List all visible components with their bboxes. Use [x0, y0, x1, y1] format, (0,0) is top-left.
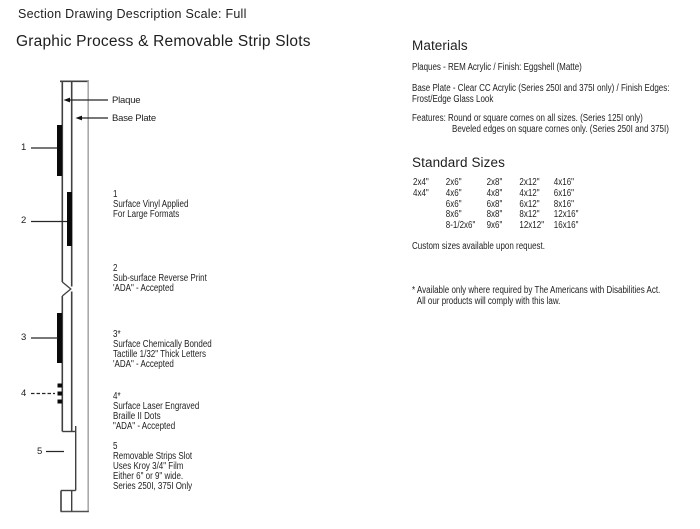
size-cell [413, 200, 446, 211]
note-line: Removable Strips Slot [113, 451, 193, 462]
note-line: 'ADA" - Accepted [113, 359, 174, 370]
note-line: Either 6" or 9" wide. [113, 471, 184, 482]
ada-footnote-line: All our products will comply with this law. [416, 295, 561, 307]
standard-sizes-grid [413, 178, 602, 232]
note-number: 4* [113, 391, 121, 402]
size-cell: 6x16" [553, 187, 574, 199]
note-1 [113, 190, 188, 220]
size-cell: 12x12" [519, 220, 545, 232]
custom-sizes-note: Custom sizes available upon request. [412, 241, 545, 252]
size-cell: 4x12" [519, 187, 540, 199]
size-cell: 6x8" [486, 198, 503, 210]
callout-4: 4 [21, 388, 27, 399]
note-number: 3* [113, 329, 121, 340]
size-cell: 4x16" [553, 177, 574, 188]
size-cell: 8x12" [519, 209, 540, 221]
break-line-symbol [62, 282, 71, 296]
materials-plaques: Plaques - REM Acrylic / Finish: Eggshell (Matte) [412, 62, 582, 73]
callout-5: 5 [37, 446, 43, 457]
note-line: Surface Vinyl Applied [113, 199, 189, 210]
note-5 [113, 442, 192, 492]
page-title: Graphic Process & Removable Strip Slots [16, 33, 311, 50]
subsurface-print-layer [67, 192, 72, 246]
ada-footnote-line: * Available only where required by The Americans with Disabilities Act. [412, 285, 661, 296]
size-cell: 8x16" [553, 198, 574, 210]
note-number: 1 [113, 189, 118, 200]
note-4 [113, 392, 199, 432]
braille-dot [58, 384, 63, 388]
standard-sizes-heading: Standard Sizes [412, 155, 505, 170]
note-line: Series 250I, 375I Only [113, 481, 193, 492]
ada-footnote [412, 286, 660, 307]
size-cell: 2x8" [486, 177, 503, 188]
base-plate-arrowhead-icon [76, 116, 83, 121]
plaque-label: Plaque [112, 95, 141, 106]
note-3 [113, 330, 212, 370]
note-line: Surface Chemically Bonded [113, 339, 212, 350]
size-cell: 8-1/2x6" [445, 220, 476, 232]
callout-1: 1 [21, 142, 27, 153]
size-cell: 9x6" [486, 220, 503, 232]
note-line: "ADA" - Accepted [113, 421, 176, 432]
note-line: Tactille 1/32" Thick Letters [113, 349, 206, 360]
size-cell: 12x16" [553, 209, 579, 221]
note-line: Surface Laser Engraved [113, 401, 200, 412]
note-line: Uses Kroy 3/4" Film [113, 461, 184, 472]
note-number: 2 [113, 263, 118, 274]
materials-base-plate [412, 84, 669, 105]
size-cell: 8x8" [486, 209, 503, 221]
size-cell [413, 221, 446, 232]
callout-3: 3 [21, 332, 27, 343]
size-cell: 2x4" [413, 177, 429, 188]
braille-dot [58, 400, 63, 404]
size-cell: 8x6" [445, 209, 462, 221]
size-cell: 6x6" [445, 198, 462, 210]
size-cell: 4x6" [445, 187, 462, 199]
surface-vinyl-layer [57, 125, 62, 176]
size-cell: 16x16" [553, 220, 579, 232]
materials-heading: Materials [412, 38, 468, 53]
size-cell: 2x6" [445, 177, 462, 188]
materials-features-line: Beveled edges on square cornes only. (Series 250I and 375I) [452, 123, 669, 135]
note-number: 5 [113, 441, 118, 452]
note-line: Sub-surface Reverse Print [113, 273, 207, 284]
materials-features-line: Features: Round or square cornes on all sizes. (Series 125I only) [412, 113, 643, 124]
size-cell: 4x8" [486, 187, 503, 199]
note-2 [113, 264, 207, 294]
size-cell [413, 210, 446, 221]
size-cell: 6x12" [519, 198, 540, 210]
materials-base-plate-line: Frost/Edge Glass Look [412, 93, 494, 105]
size-cell: 4x4" [413, 187, 429, 199]
plaque-arrowhead-icon [64, 98, 71, 103]
note-line: 'ADA" - Accepted [113, 283, 174, 294]
base-plate-label: Base Plate [112, 113, 156, 124]
note-line: For Large Formats [113, 209, 180, 220]
materials-features [412, 114, 669, 135]
braille-dot [58, 392, 63, 396]
note-line: Braille II Dots [113, 411, 161, 422]
page-header: Section Drawing Description Scale: Full [18, 7, 247, 21]
callout-2: 2 [21, 215, 27, 226]
size-cell: 2x12" [519, 177, 540, 188]
materials-base-plate-line: Base Plate - Clear CC Acrylic (Series 250I and 375I only) / Finish Edges: [412, 83, 670, 94]
